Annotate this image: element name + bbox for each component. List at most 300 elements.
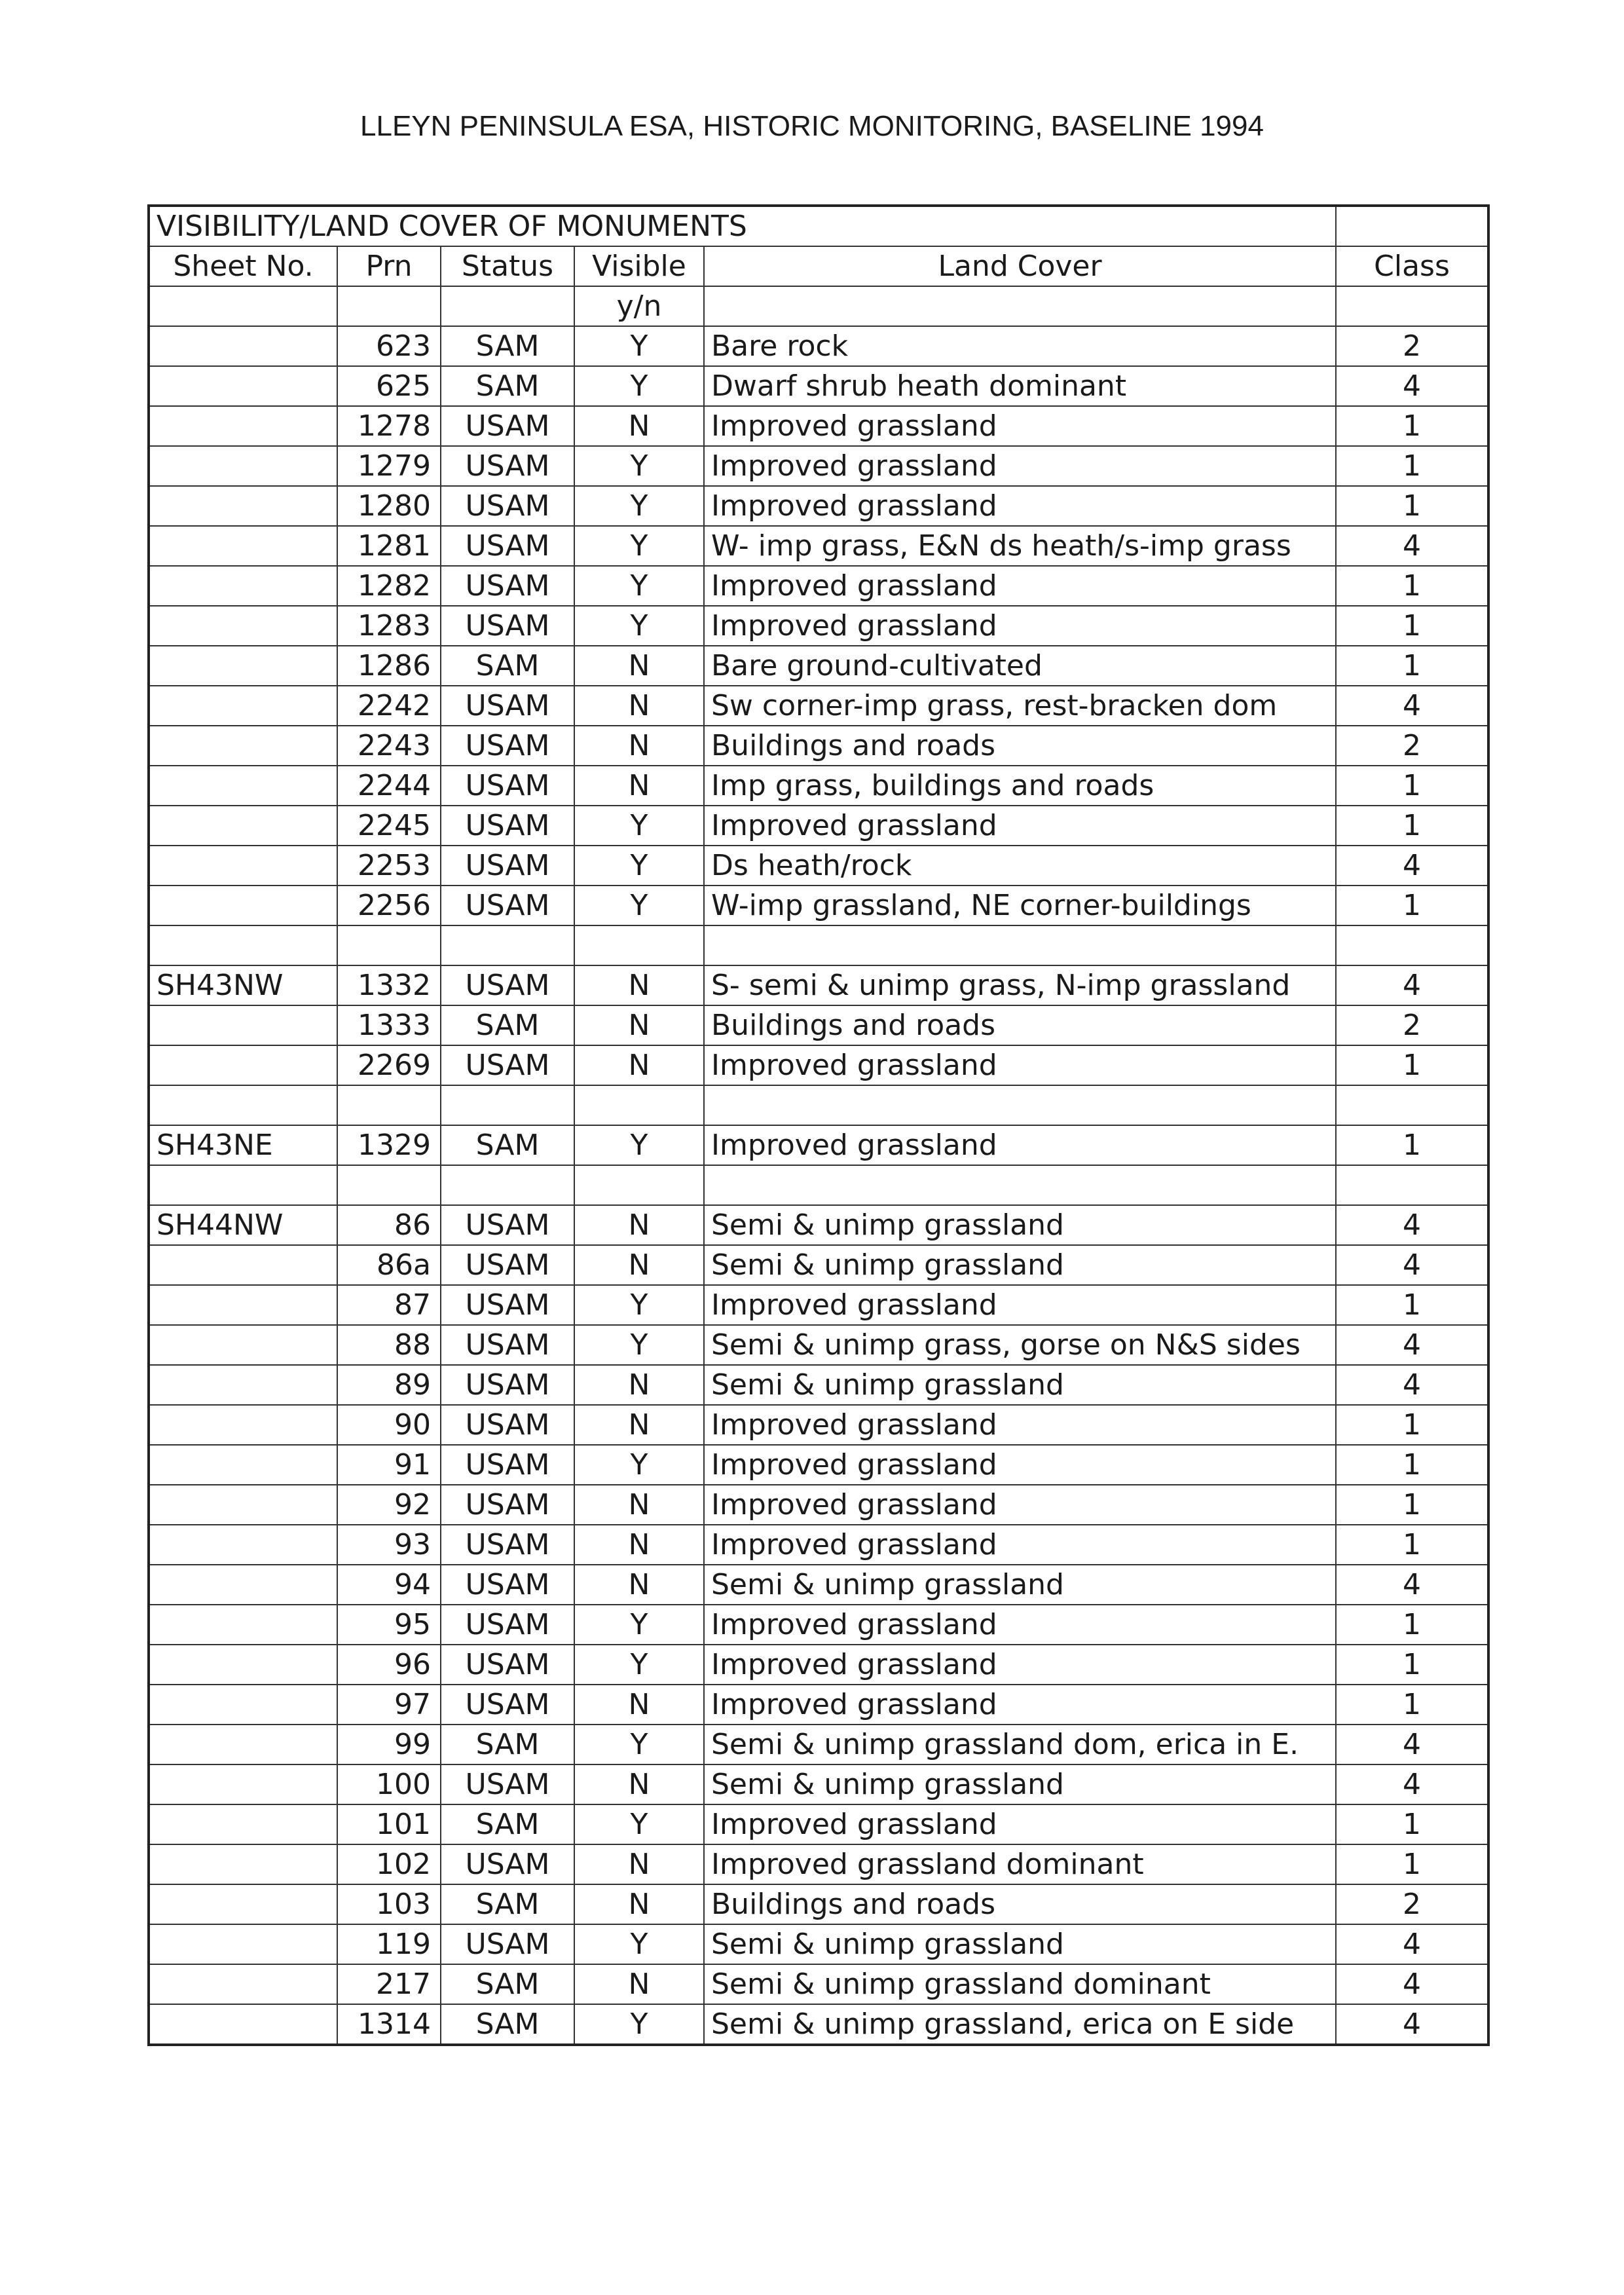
cell-class: 4	[1336, 1565, 1488, 1605]
cell-status: SAM	[441, 1964, 574, 2004]
cell-prn: 1279	[337, 446, 441, 486]
cell-visible: N	[574, 965, 704, 1005]
cell-prn: 96	[337, 1645, 441, 1685]
cell-prn: 94	[337, 1565, 441, 1605]
cell-sheet-no	[149, 486, 337, 526]
cell-land-cover: Semi & unimp grassland	[704, 1245, 1336, 1285]
cell-status: SAM	[441, 1125, 574, 1165]
cell-sheet-no	[149, 1844, 337, 1884]
cell-sheet-no	[149, 1085, 337, 1125]
cell-land-cover: Improved grassland	[704, 1645, 1336, 1685]
cell-sheet-no	[149, 1365, 337, 1405]
cell-prn: 1333	[337, 1005, 441, 1045]
cell-visible: Y	[574, 446, 704, 486]
cell-status: USAM	[441, 566, 574, 606]
cell-prn: 99	[337, 1725, 441, 1764]
table-row	[149, 366, 1488, 406]
cell-visible: N	[574, 686, 704, 726]
table-row	[149, 486, 1488, 526]
cell-visible: Y	[574, 1125, 704, 1165]
cell-sheet-no	[149, 686, 337, 726]
cell-class	[1336, 1085, 1488, 1125]
cell-prn: 86a	[337, 1245, 441, 1285]
table-row	[149, 1365, 1488, 1405]
cell-visible: N	[574, 1844, 704, 1884]
cell-class: 1	[1336, 1685, 1488, 1725]
table-row	[149, 1205, 1488, 1245]
cell-status: SAM	[441, 326, 574, 366]
cell-sheet-no	[149, 1565, 337, 1605]
cell-sheet-no	[149, 1245, 337, 1285]
cell-class: 1	[1336, 406, 1488, 446]
cell-sheet-no	[149, 1485, 337, 1525]
cell-visible: N	[574, 1764, 704, 1804]
cell-visible: Y	[574, 606, 704, 646]
cell-sheet-no	[149, 1964, 337, 2004]
cell-visible: Y	[574, 326, 704, 366]
table-caption: VISIBILITY/LAND COVER OF MONUMENTS	[149, 206, 1336, 246]
cell-class: 1	[1336, 646, 1488, 686]
cell-visible: N	[574, 1525, 704, 1565]
cell-visible: Y	[574, 1605, 704, 1645]
cell-class: 1	[1336, 1485, 1488, 1525]
cell-status: SAM	[441, 1884, 574, 1924]
cell-status: SAM	[441, 1725, 574, 1764]
cell-status: USAM	[441, 1325, 574, 1365]
cell-land-cover: W-imp grassland, NE corner-buildings	[704, 886, 1336, 925]
cell-status: USAM	[441, 726, 574, 766]
header-sheet-no: Sheet No.	[149, 246, 337, 286]
cell-land-cover: Improved grassland	[704, 1445, 1336, 1485]
cell-land-cover: Improved grassland	[704, 566, 1336, 606]
cell-status	[441, 1165, 574, 1205]
cell-status: USAM	[441, 526, 574, 566]
cell-sheet-no	[149, 1045, 337, 1085]
cell-sheet-no	[149, 1804, 337, 1844]
cell-visible: Y	[574, 1725, 704, 1764]
cell-status: USAM	[441, 1405, 574, 1445]
cell-prn: 2269	[337, 1045, 441, 1085]
cell-prn	[337, 1085, 441, 1125]
cell-class: 1	[1336, 766, 1488, 806]
cell-prn: 2253	[337, 846, 441, 886]
cell-visible: Y	[574, 886, 704, 925]
cell-visible	[574, 1165, 704, 1205]
cell-prn: 89	[337, 1365, 441, 1405]
table-row	[149, 1485, 1488, 1525]
table-row	[149, 1125, 1488, 1165]
cell-sheet-no	[149, 925, 337, 965]
cell-class: 1	[1336, 806, 1488, 846]
cell-land-cover: Improved grassland	[704, 1405, 1336, 1445]
cell-status: USAM	[441, 1525, 574, 1565]
cell-class: 4	[1336, 846, 1488, 886]
cell-class	[1336, 925, 1488, 965]
cell-prn: 1278	[337, 406, 441, 446]
cell-class: 1	[1336, 1645, 1488, 1685]
cell-land-cover: Bare ground-cultivated	[704, 646, 1336, 686]
cell-sheet-no	[149, 1645, 337, 1685]
cell-sheet-no	[149, 646, 337, 686]
cell-prn: 217	[337, 1964, 441, 2004]
cell-class: 4	[1336, 526, 1488, 566]
cell-sheet-no	[149, 846, 337, 886]
cell-land-cover: Imp grass, buildings and roads	[704, 766, 1336, 806]
cell-visible: N	[574, 1884, 704, 1924]
cell-land-cover: Improved grassland dominant	[704, 1844, 1336, 1884]
cell-sheet-no	[149, 1325, 337, 1365]
cell-visible: Y	[574, 526, 704, 566]
table-subheader-row	[149, 286, 1488, 326]
cell-land-cover: Improved grassland	[704, 806, 1336, 846]
table-caption-blank	[1336, 206, 1488, 246]
cell-status: USAM	[441, 1285, 574, 1325]
cell-land-cover: Improved grassland	[704, 406, 1336, 446]
cell-class: 4	[1336, 1924, 1488, 1964]
cell-prn: 1314	[337, 2004, 441, 2045]
cell-status: USAM	[441, 1645, 574, 1685]
table-row	[149, 1844, 1488, 1884]
table-row	[149, 726, 1488, 766]
table-row	[149, 1645, 1488, 1685]
cell-status: USAM	[441, 486, 574, 526]
cell-visible: Y	[574, 566, 704, 606]
table-row	[149, 566, 1488, 606]
table-header-row	[149, 246, 1488, 286]
cell-land-cover: Improved grassland	[704, 1485, 1336, 1525]
cell-prn: 2243	[337, 726, 441, 766]
header-land-cover: Land Cover	[704, 246, 1336, 286]
cell-sheet-no: SH43NW	[149, 965, 337, 1005]
cell-land-cover	[704, 1165, 1336, 1205]
cell-land-cover: Semi & unimp grassland	[704, 1365, 1336, 1405]
monuments-table	[147, 204, 1490, 2046]
subheader-blank	[441, 286, 574, 326]
cell-sheet-no	[149, 886, 337, 925]
cell-sheet-no	[149, 1924, 337, 1964]
cell-prn: 93	[337, 1525, 441, 1565]
cell-status: SAM	[441, 646, 574, 686]
cell-class: 4	[1336, 965, 1488, 1005]
header-prn: Prn	[337, 246, 441, 286]
cell-sheet-no: SH43NE	[149, 1125, 337, 1165]
table-row	[149, 2004, 1488, 2045]
cell-status: USAM	[441, 446, 574, 486]
cell-sheet-no	[149, 2004, 337, 2045]
cell-land-cover: Semi & unimp grassland dominant	[704, 1964, 1336, 2004]
cell-class: 4	[1336, 1764, 1488, 1804]
cell-class: 1	[1336, 486, 1488, 526]
cell-sheet-no	[149, 1685, 337, 1725]
cell-class: 1	[1336, 606, 1488, 646]
cell-class: 1	[1336, 1285, 1488, 1325]
table-row	[149, 1804, 1488, 1844]
table-row	[149, 1405, 1488, 1445]
cell-status	[441, 1085, 574, 1125]
table-row	[149, 925, 1488, 965]
cell-status: USAM	[441, 1844, 574, 1884]
cell-land-cover: Buildings and roads	[704, 726, 1336, 766]
cell-class: 4	[1336, 686, 1488, 726]
cell-sheet-no: SH44NW	[149, 1205, 337, 1245]
table-row	[149, 1605, 1488, 1645]
cell-status: USAM	[441, 1764, 574, 1804]
cell-prn: 2242	[337, 686, 441, 726]
cell-land-cover: Improved grassland	[704, 1685, 1336, 1725]
table-row	[149, 686, 1488, 726]
cell-prn: 119	[337, 1924, 441, 1964]
table-row	[149, 1085, 1488, 1125]
cell-visible: N	[574, 406, 704, 446]
cell-class: 1	[1336, 1844, 1488, 1884]
cell-status: USAM	[441, 1245, 574, 1285]
cell-sheet-no	[149, 366, 337, 406]
table-row	[149, 1445, 1488, 1485]
cell-status: USAM	[441, 1365, 574, 1405]
cell-visible: N	[574, 1565, 704, 1605]
header-status: Status	[441, 246, 574, 286]
cell-land-cover	[704, 1085, 1336, 1125]
cell-visible: N	[574, 646, 704, 686]
cell-prn: 1332	[337, 965, 441, 1005]
cell-sheet-no	[149, 566, 337, 606]
table-row	[149, 1884, 1488, 1924]
cell-sheet-no	[149, 446, 337, 486]
cell-class: 4	[1336, 1365, 1488, 1405]
cell-status: USAM	[441, 1605, 574, 1645]
cell-land-cover: Improved grassland	[704, 606, 1336, 646]
document-title: LLEYN PENINSULA ESA, HISTORIC MONITORING, BASELINE 1994	[360, 110, 1264, 142]
cell-land-cover: Semi & unimp grassland	[704, 1764, 1336, 1804]
cell-status: USAM	[441, 965, 574, 1005]
cell-visible: Y	[574, 1804, 704, 1844]
header-visible: Visible	[574, 246, 704, 286]
cell-prn: 92	[337, 1485, 441, 1525]
table-row	[149, 1924, 1488, 1964]
cell-status: USAM	[441, 606, 574, 646]
cell-visible	[574, 925, 704, 965]
cell-prn: 103	[337, 1884, 441, 1924]
cell-land-cover: S- semi & unimp grass, N-imp grassland	[704, 965, 1336, 1005]
cell-status: USAM	[441, 406, 574, 446]
cell-class: 4	[1336, 1245, 1488, 1285]
cell-prn: 101	[337, 1804, 441, 1844]
cell-land-cover: Improved grassland	[704, 1125, 1336, 1165]
cell-class: 1	[1336, 1125, 1488, 1165]
cell-status: USAM	[441, 806, 574, 846]
cell-sheet-no	[149, 1605, 337, 1645]
cell-prn: 102	[337, 1844, 441, 1884]
cell-prn: 2245	[337, 806, 441, 846]
table-row	[149, 1325, 1488, 1365]
cell-visible: N	[574, 1245, 704, 1285]
cell-land-cover: Improved grassland	[704, 1605, 1336, 1645]
cell-class: 2	[1336, 326, 1488, 366]
cell-sheet-no	[149, 1285, 337, 1325]
cell-prn: 1283	[337, 606, 441, 646]
cell-visible: N	[574, 1485, 704, 1525]
cell-visible: N	[574, 1365, 704, 1405]
table-row	[149, 1245, 1488, 1285]
cell-sheet-no	[149, 1725, 337, 1764]
table-row	[149, 326, 1488, 366]
cell-visible: Y	[574, 366, 704, 406]
cell-visible: Y	[574, 1325, 704, 1365]
cell-prn: 2244	[337, 766, 441, 806]
cell-class: 1	[1336, 1525, 1488, 1565]
cell-status: USAM	[441, 1205, 574, 1245]
cell-prn: 1286	[337, 646, 441, 686]
cell-class: 1	[1336, 1445, 1488, 1485]
cell-prn: 100	[337, 1764, 441, 1804]
table-row	[149, 1285, 1488, 1325]
cell-land-cover: Improved grassland	[704, 486, 1336, 526]
cell-visible: N	[574, 1205, 704, 1245]
cell-land-cover	[704, 925, 1336, 965]
table-caption-row	[149, 206, 1488, 246]
cell-visible: N	[574, 1964, 704, 2004]
cell-sheet-no	[149, 406, 337, 446]
cell-prn: 87	[337, 1285, 441, 1325]
cell-class: 1	[1336, 886, 1488, 925]
subheader-blank	[704, 286, 1336, 326]
cell-land-cover: Semi & unimp grass, gorse on N&S sides	[704, 1325, 1336, 1365]
cell-prn: 1282	[337, 566, 441, 606]
cell-status	[441, 925, 574, 965]
table-row	[149, 1725, 1488, 1764]
cell-land-cover: Buildings and roads	[704, 1884, 1336, 1924]
cell-prn	[337, 925, 441, 965]
cell-visible	[574, 1085, 704, 1125]
cell-class: 4	[1336, 1725, 1488, 1764]
cell-visible: Y	[574, 806, 704, 846]
table-row	[149, 406, 1488, 446]
cell-prn: 1280	[337, 486, 441, 526]
cell-prn: 86	[337, 1205, 441, 1245]
header-visible-sub: y/n	[574, 286, 704, 326]
cell-status: USAM	[441, 766, 574, 806]
cell-sheet-no	[149, 1165, 337, 1205]
cell-class: 1	[1336, 1405, 1488, 1445]
cell-prn: 2256	[337, 886, 441, 925]
cell-land-cover: Semi & unimp grassland	[704, 1924, 1336, 1964]
cell-prn: 97	[337, 1685, 441, 1725]
cell-visible: N	[574, 1045, 704, 1085]
cell-class: 1	[1336, 1804, 1488, 1844]
cell-class: 4	[1336, 366, 1488, 406]
cell-prn: 88	[337, 1325, 441, 1365]
cell-land-cover: Improved grassland	[704, 1525, 1336, 1565]
table-row	[149, 1045, 1488, 1085]
cell-status: USAM	[441, 846, 574, 886]
cell-class: 1	[1336, 566, 1488, 606]
cell-class: 4	[1336, 1964, 1488, 2004]
cell-land-cover: Sw corner-imp grass, rest-bracken dom	[704, 686, 1336, 726]
cell-class	[1336, 1165, 1488, 1205]
table-row	[149, 806, 1488, 846]
cell-visible: N	[574, 1685, 704, 1725]
cell-prn: 1329	[337, 1125, 441, 1165]
cell-sheet-no	[149, 806, 337, 846]
cell-status: SAM	[441, 1005, 574, 1045]
cell-class: 4	[1336, 1205, 1488, 1245]
table-row	[149, 646, 1488, 686]
cell-prn: 1281	[337, 526, 441, 566]
table-row	[149, 1005, 1488, 1045]
cell-visible: N	[574, 1005, 704, 1045]
cell-land-cover: Semi & unimp grassland	[704, 1565, 1336, 1605]
table-row	[149, 1764, 1488, 1804]
cell-visible: N	[574, 1405, 704, 1445]
cell-sheet-no	[149, 1884, 337, 1924]
cell-prn: 90	[337, 1405, 441, 1445]
cell-land-cover: Buildings and roads	[704, 1005, 1336, 1045]
cell-class: 1	[1336, 1605, 1488, 1645]
table-row	[149, 1165, 1488, 1205]
cell-status: USAM	[441, 1445, 574, 1485]
subheader-blank	[337, 286, 441, 326]
cell-sheet-no	[149, 526, 337, 566]
cell-status: SAM	[441, 2004, 574, 2045]
cell-land-cover: Improved grassland	[704, 1804, 1336, 1844]
table-row	[149, 965, 1488, 1005]
cell-land-cover: Improved grassland	[704, 446, 1336, 486]
cell-sheet-no	[149, 326, 337, 366]
cell-prn: 623	[337, 326, 441, 366]
table-row	[149, 526, 1488, 566]
cell-class: 4	[1336, 2004, 1488, 2045]
cell-land-cover: W- imp grass, E&N ds heath/s-imp grass	[704, 526, 1336, 566]
subheader-blank	[1336, 286, 1488, 326]
cell-visible: Y	[574, 1645, 704, 1685]
table-row	[149, 606, 1488, 646]
table-row	[149, 886, 1488, 925]
table-row	[149, 1685, 1488, 1725]
cell-sheet-no	[149, 1005, 337, 1045]
cell-land-cover: Bare rock	[704, 326, 1336, 366]
cell-land-cover: Semi & unimp grassland dom, erica in E.	[704, 1725, 1336, 1764]
cell-class: 2	[1336, 1005, 1488, 1045]
table-row	[149, 1525, 1488, 1565]
cell-status: USAM	[441, 1924, 574, 1964]
cell-visible: Y	[574, 846, 704, 886]
cell-sheet-no	[149, 1525, 337, 1565]
cell-class: 1	[1336, 446, 1488, 486]
cell-land-cover: Improved grassland	[704, 1285, 1336, 1325]
cell-status: USAM	[441, 1045, 574, 1085]
cell-class: 1	[1336, 1045, 1488, 1085]
cell-prn	[337, 1165, 441, 1205]
cell-sheet-no	[149, 766, 337, 806]
header-class: Class	[1336, 246, 1488, 286]
cell-land-cover: Ds heath/rock	[704, 846, 1336, 886]
cell-class: 2	[1336, 726, 1488, 766]
table-body	[149, 326, 1488, 2045]
cell-status: USAM	[441, 686, 574, 726]
cell-sheet-no	[149, 606, 337, 646]
table-row	[149, 1565, 1488, 1605]
subheader-blank	[149, 286, 337, 326]
cell-status: USAM	[441, 1565, 574, 1605]
cell-class: 2	[1336, 1884, 1488, 1924]
cell-status: USAM	[441, 1685, 574, 1725]
cell-sheet-no	[149, 1405, 337, 1445]
cell-visible: N	[574, 726, 704, 766]
cell-status: USAM	[441, 1485, 574, 1525]
cell-visible: Y	[574, 1285, 704, 1325]
cell-sheet-no	[149, 1445, 337, 1485]
cell-land-cover: Dwarf shrub heath dominant	[704, 366, 1336, 406]
